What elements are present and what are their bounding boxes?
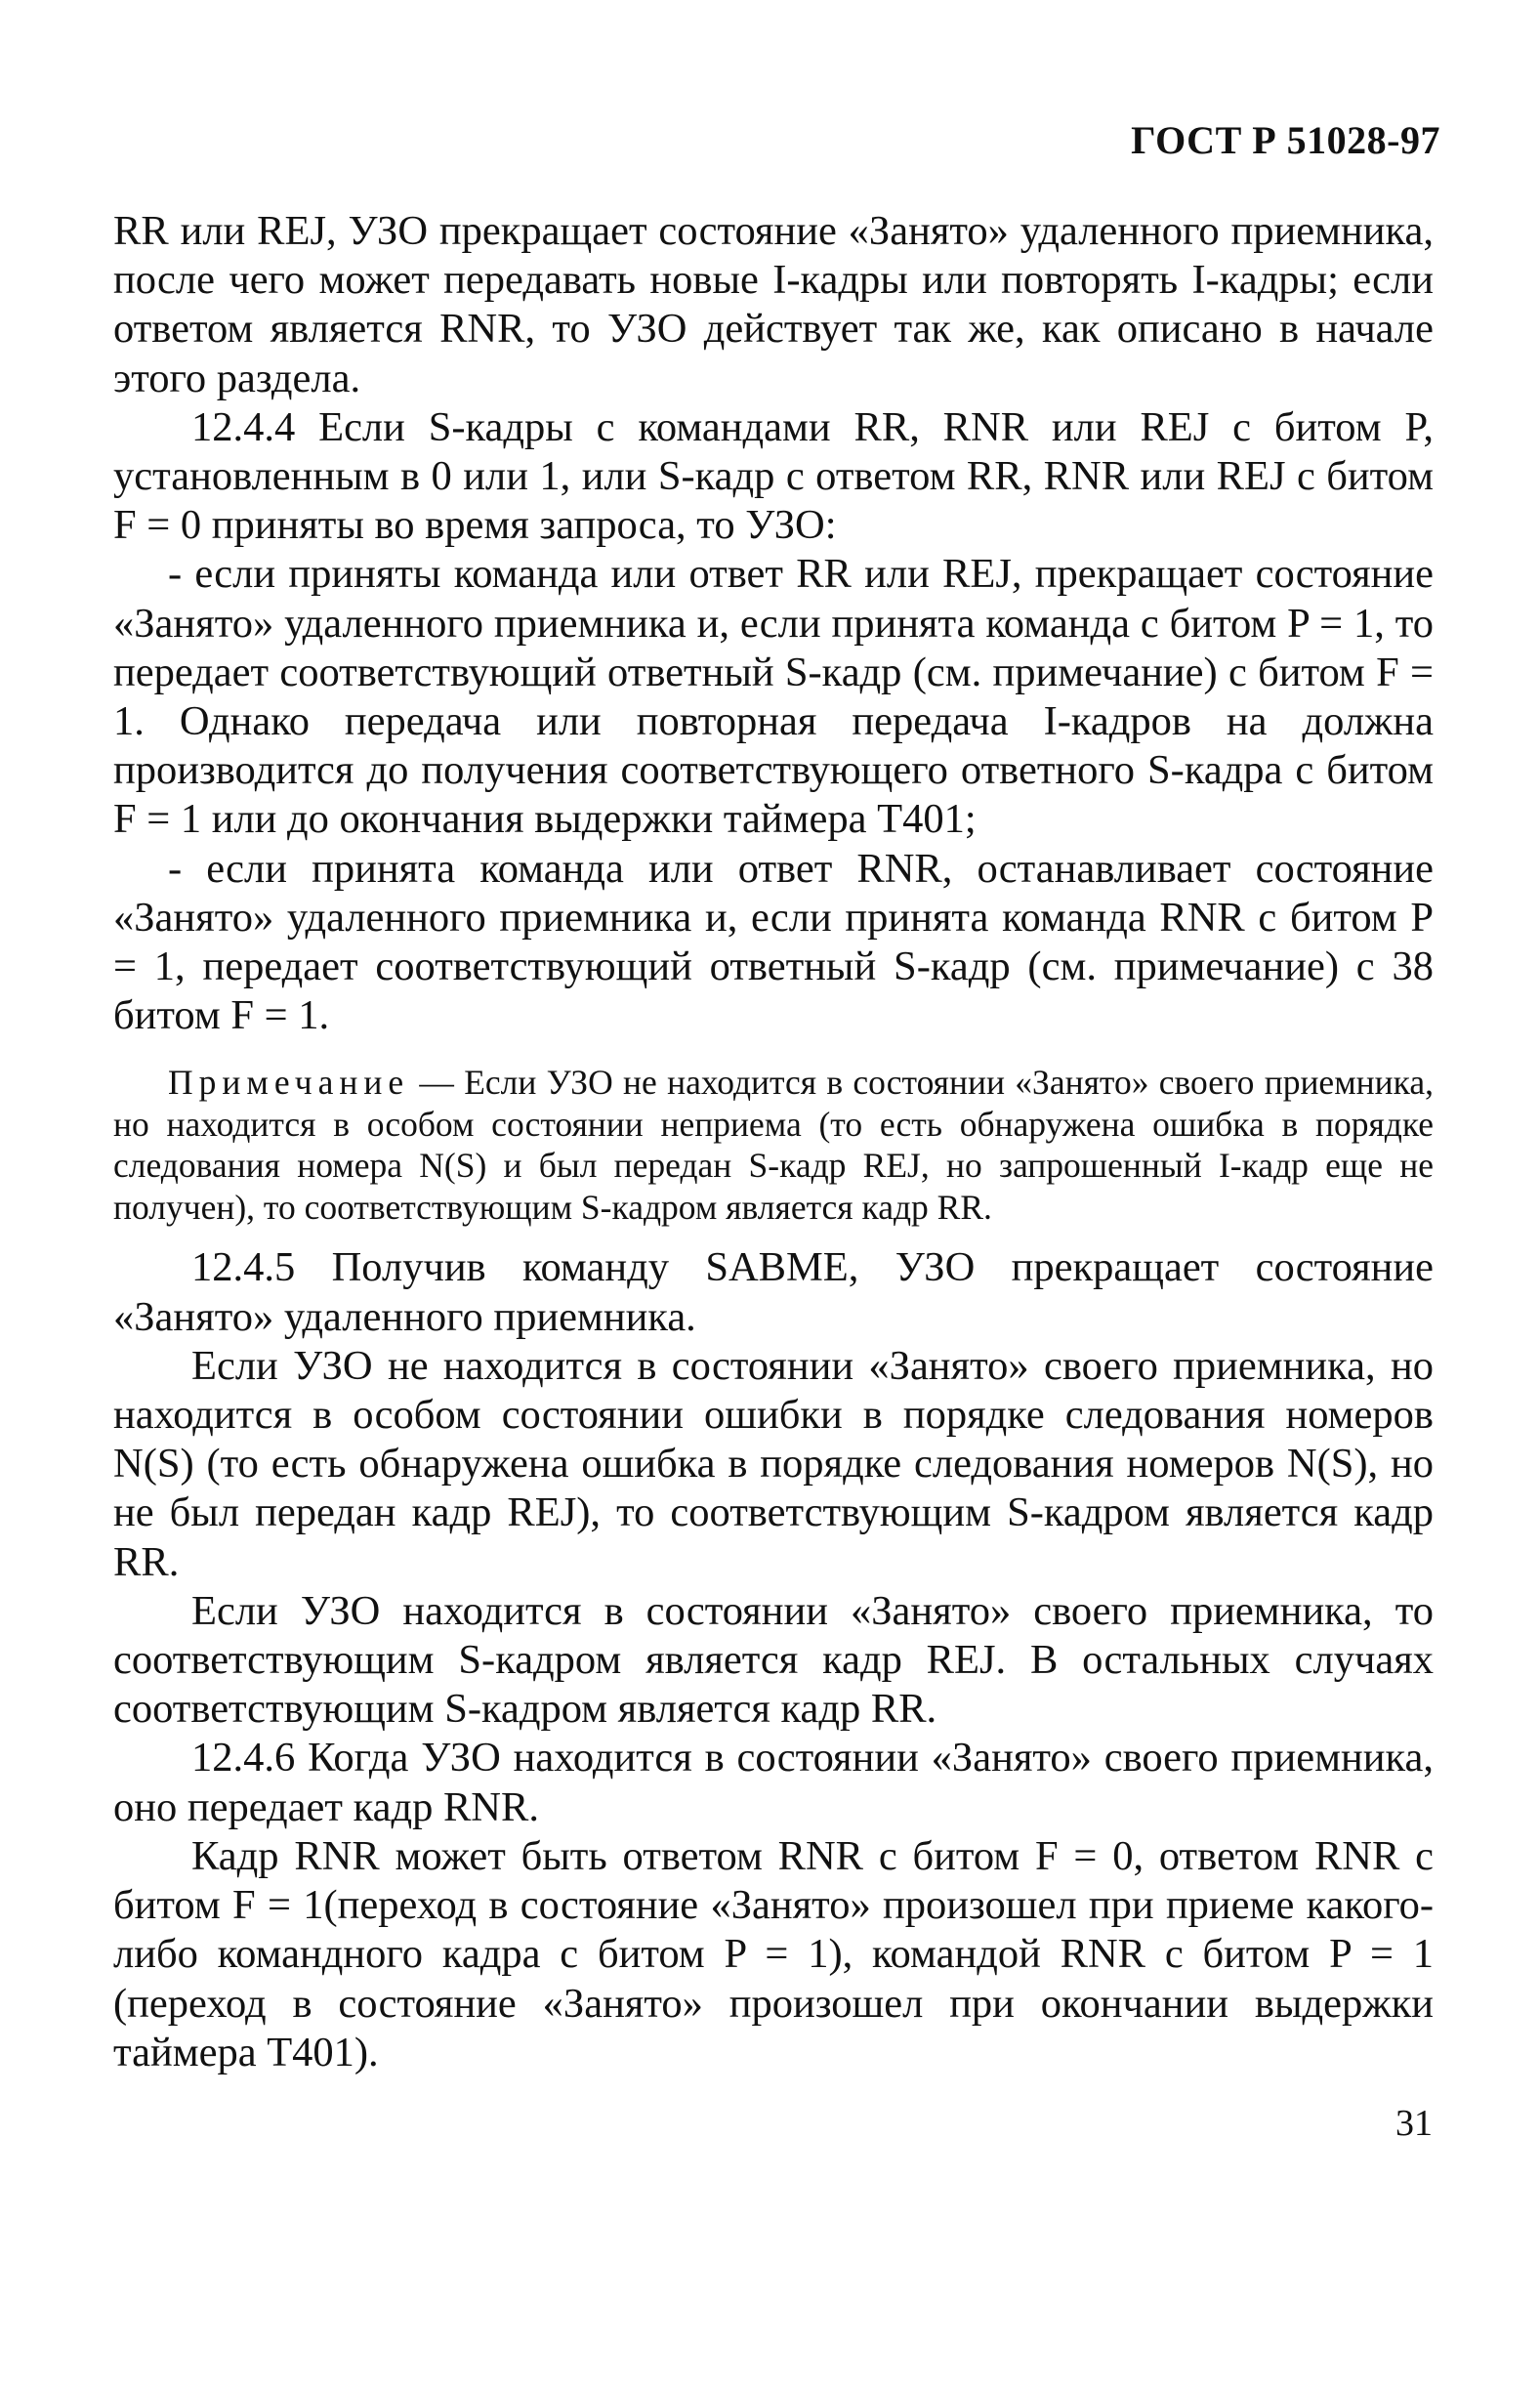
paragraph-continuation: RR или REJ, УЗО прекращает состояние «Занято» удаленного приемника, после чего может передавать новые I-кадры или повторять I-кадры; если ответом является RNR, то УЗО действует так же, как описано в начале этого раздела. [113,208,1434,401]
paragraph-12-4-4: 12.4.4 Если S-кадры с командами RR, RNR или REJ с битом P, установленным в 0 или 1, или S-кадр с ответом RR, RNR или REJ с битом F = 0 приняты во время запроса, то УЗО: [113,403,1434,549]
note-block [113,1062,1434,1228]
body-text [113,207,1434,2077]
paragraph-12-4-5: 12.4.5 Получив команду SABME, УЗО прекращает состояние «Занято» удаленного приемника. [113,1244,1434,1340]
note-text: Если УЗО не находится в состоянии «Занято» своего приемника, но находится в особом состоянии неприема (то есть обнаружена ошибка в порядке следования номера N(S) и был передан S-кадр REJ, но запрошенный I-кадр еще не получен), то соответствующим S-кадром является кадр RR. [113,1063,1434,1227]
page-number: 31 [1395,2103,1433,2144]
standard-header: ГОСТ Р 51028-97 [1131,118,1440,162]
paragraph-busy-state: Если УЗО находится в состоянии «Занято» своего приемника, то соответствующим S-кадром является кадр REJ. В остальных случаях соответствующим S-кадром является кадр RR. [113,1587,1434,1733]
note-dash: — [409,1063,465,1103]
list-item-rr-rej: - если приняты команда или ответ RR или REJ, прекращает состояние «Занято» удаленного приемника и, если принята команда с битом P = 1, то передает соответствующий ответный S-кадр (см. примечание) с битом F = 1. Однако передача или повторная передача I-кадров на должна производится до получения соответствующего ответного S-кадра с битом F = 1 или до окончания выдержки таймера T401; [113,551,1434,843]
paragraph-12-4-6: 12.4.6 Когда УЗО находится в состоянии «Занято» своего приемника, оно передает кадр RNR. [113,1735,1434,1830]
paragraph-error-state: Если УЗО не находится в состоянии «Занято» своего приемника, но находится в особом состоянии ошибки в порядке следования номеров N(S) (то есть обнаружена ошибка в порядке следования номеров N(S), но не был передан кадр REJ), то соответствующим S-кадром является кадр RR. [113,1342,1434,1585]
list-item-rnr: - если принята команда или ответ RNR, останавливает состояние «Занято» удаленного приемника и, если принята команда RNR с битом P = 1, передает соответствующий ответный S-кадр (см. примечание) с 38 битом F = 1. [113,845,1434,1039]
note-label: Примечание [168,1063,410,1103]
paragraph-rnr-frame: Кадр RNR может быть ответом RNR с битом F = 0, ответом RNR с битом F = 1(переход в состояние «Занято» произошел при приеме какого-либо командного кадра с битом P = 1), командой RNR с битом P = 1 (переход в состояние «Занято» произошел при окончании выдержки таймера T401). [113,1832,1434,2075]
